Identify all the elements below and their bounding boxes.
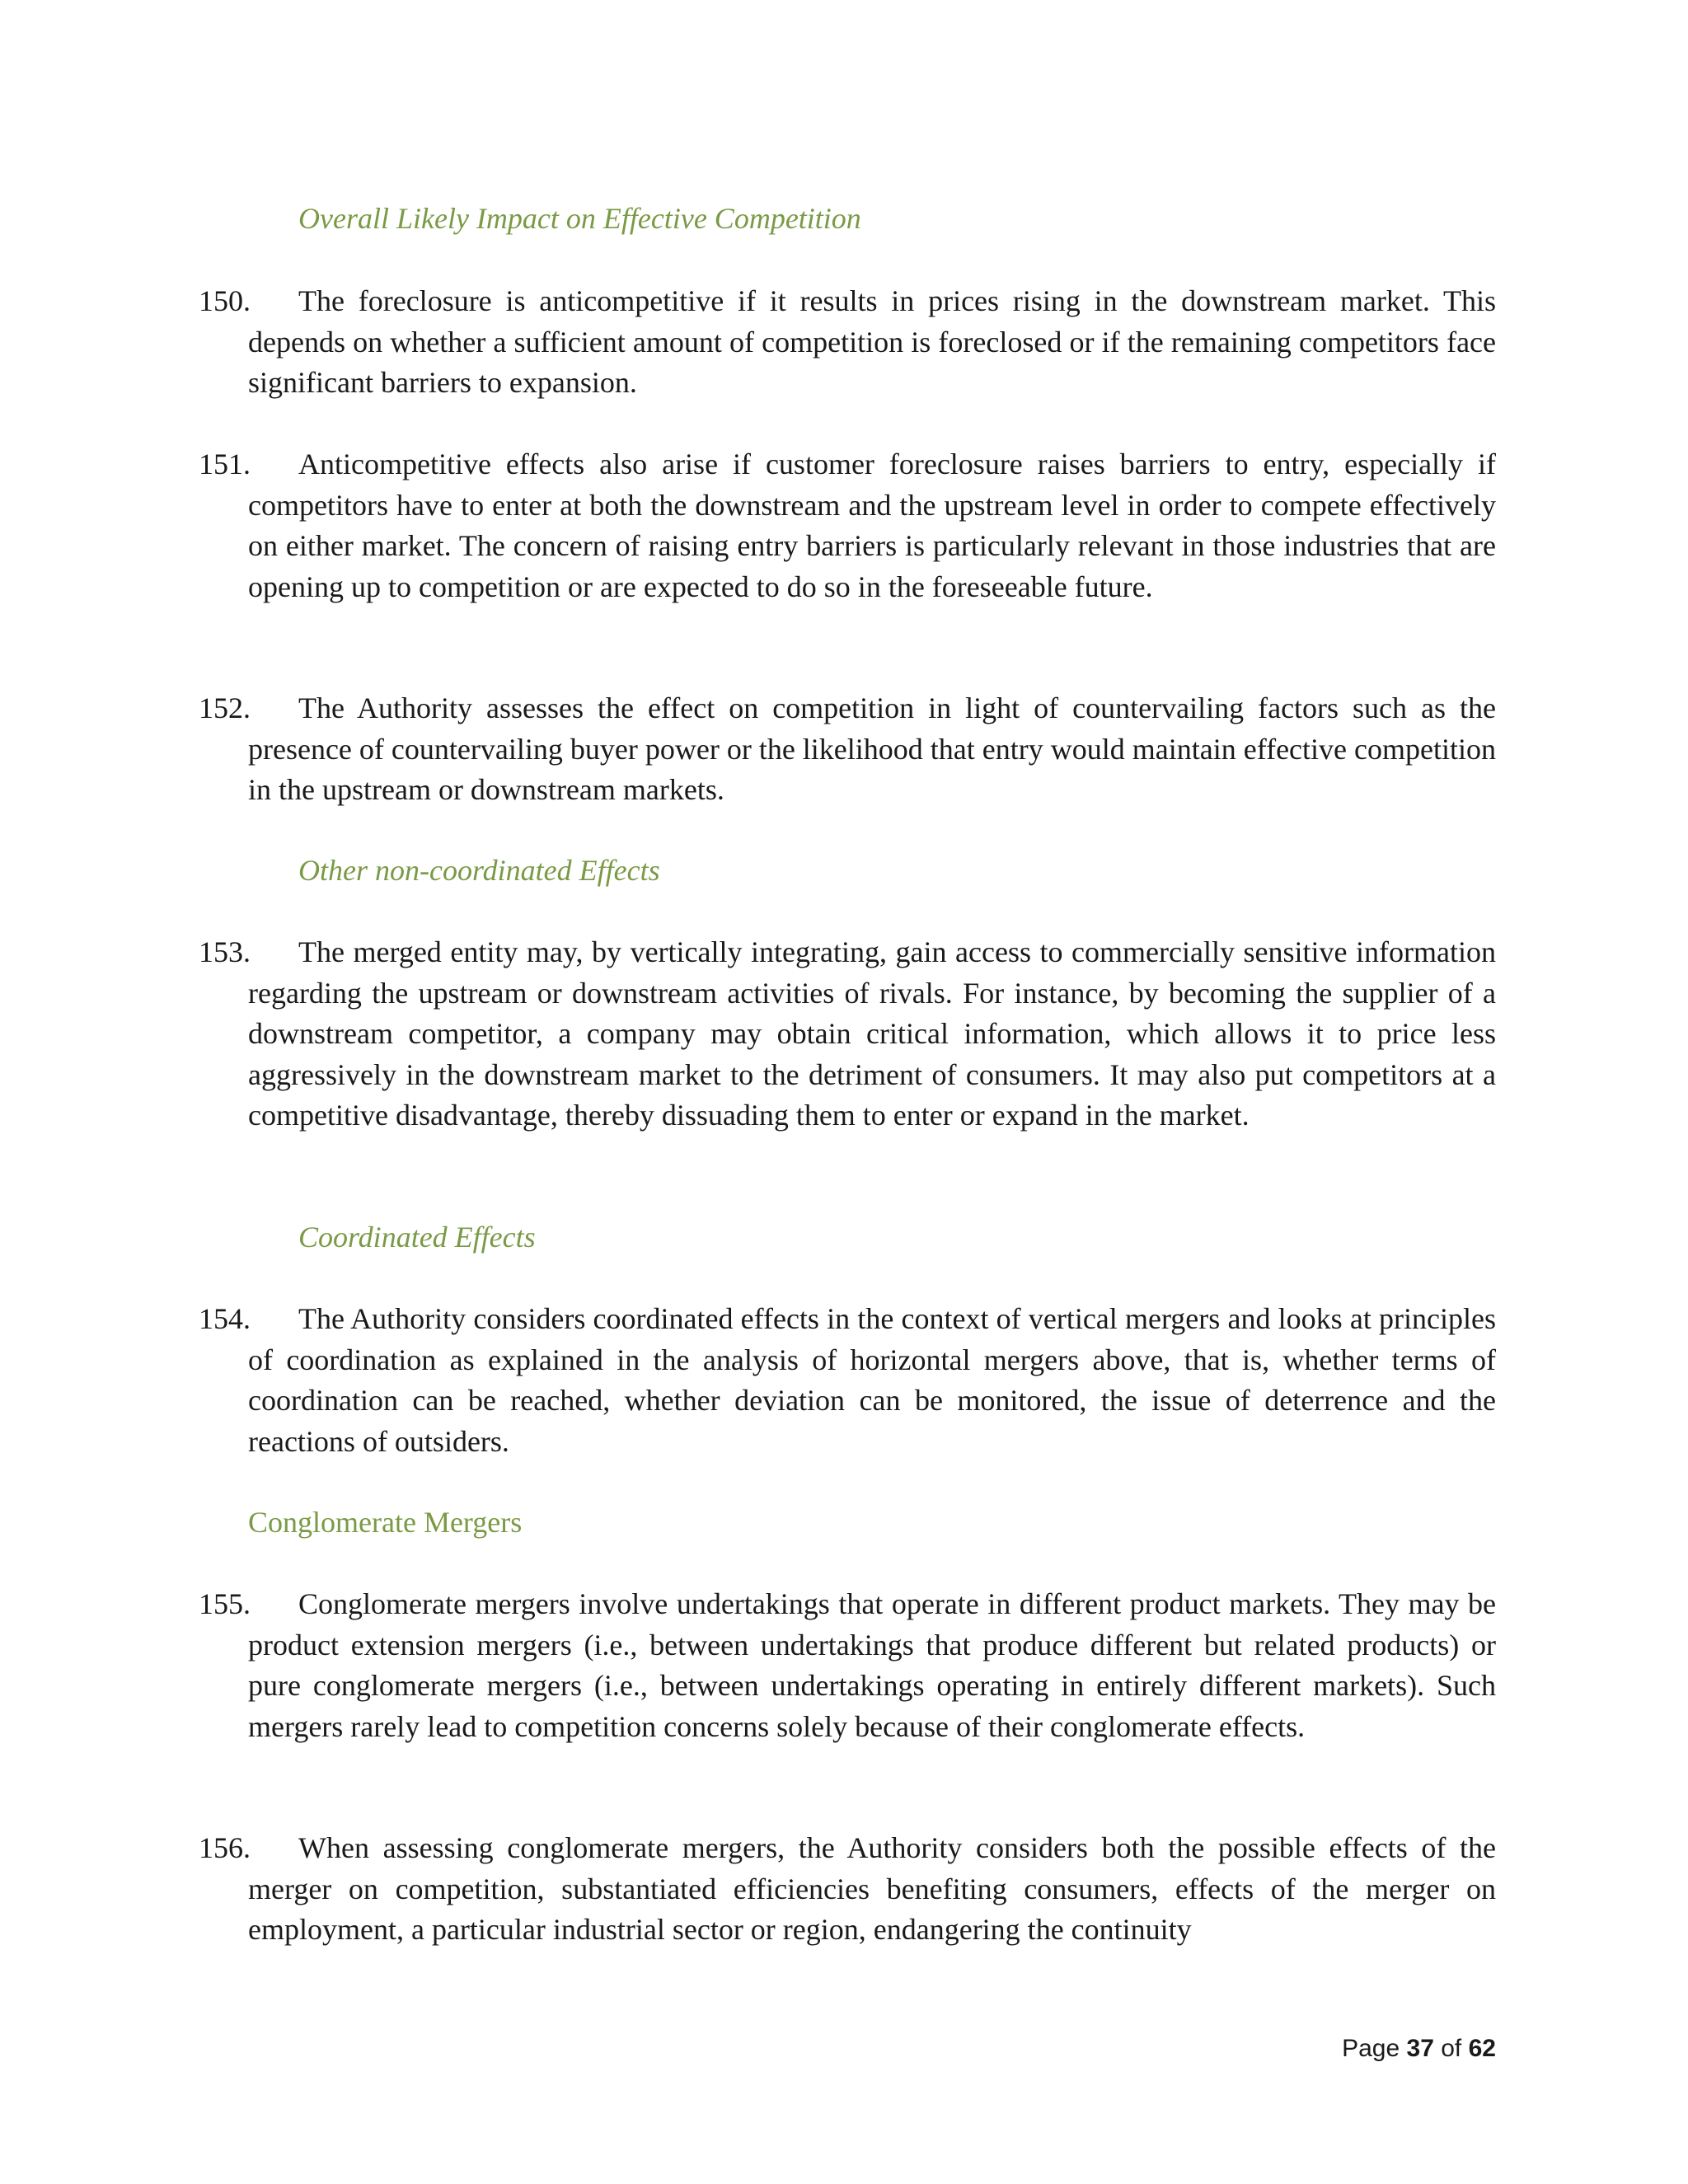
footer-current-page: 37 — [1406, 2035, 1434, 2062]
paragraph-number: 150. — [199, 284, 251, 317]
paragraph-number: 152. — [199, 691, 251, 724]
paragraph-number: 154. — [199, 1302, 251, 1335]
paragraph-151 — [199, 444, 1496, 607]
paragraph-number: 151. — [199, 448, 251, 480]
footer-total-pages: 62 — [1468, 2035, 1496, 2062]
paragraph-152 — [199, 688, 1496, 811]
paragraph-155 — [199, 1584, 1496, 1747]
paragraph-number: 155. — [199, 1587, 251, 1620]
paragraph-text: The Authority considers coordinated effects in the context of vertical mergers and looks at principles of coordination as explained in the analysis of horizontal mergers above, that is, whether terms of coordination can be reached, whether deviation can be monitored, the issue of deterrence and the reactions of outsiders. — [248, 1302, 1496, 1458]
paragraph-text: The merged entity may, by vertically integrating, gain access to commercially sensitive information regarding the upstream or downstream activities of rivals. For instance, by becoming the supplier of a downstream competitor, a company may obtain critical information, which allows it to price less aggressively in the downstream market to the detriment of consumers. It may also put competitors at a competitive disadvantage, thereby dissuading them to enter or expand in the market. — [248, 935, 1496, 1132]
footer-page-label: Page — [1342, 2035, 1400, 2062]
section-heading-coordinated: Coordinated Effects — [298, 1221, 536, 1254]
paragraph-text: When assessing conglomerate mergers, the Authority considers both the possible effects of the merger on competition, substantiated efficiencies benefiting consumers, effects of the merger on employment, a particular industrial sector or region, endangering the continuity — [248, 1831, 1496, 1946]
paragraph-text: Conglomerate mergers involve undertakings that operate in different product markets. They may be product extension mergers (i.e., between undertakings that produce different but related products) or pure conglomerate mergers (i.e., between undertakings operating in entirely different markets). Such mergers rarely lead to competition concerns solely because of their conglomerate effects. — [248, 1587, 1496, 1743]
paragraph-154 — [199, 1299, 1496, 1462]
paragraph-number: 156. — [199, 1831, 251, 1864]
paragraph-number: 153. — [199, 935, 251, 968]
paragraph-text: The foreclosure is anticompetitive if it results in prices rising in the downstream market. This depends on whether a sufficient amount of competition is foreclosed or if the remaining competitors face significant barriers to expansion. — [248, 284, 1496, 399]
page-footer — [1342, 2032, 1496, 2065]
paragraph-153 — [199, 932, 1496, 1137]
section-heading-overall-impact: Overall Likely Impact on Effective Competition — [298, 202, 861, 235]
section-heading-other-noncoordinated: Other non-coordinated Effects — [298, 854, 660, 887]
footer-of-label: of — [1441, 2035, 1462, 2062]
paragraph-156 — [199, 1828, 1496, 1951]
paragraph-text: Anticompetitive effects also arise if customer foreclosure raises barriers to entry, especially if competitors have to enter at both the downstream and the upstream level in order to compete effectively on either market. The concern of raising entry barriers is particularly relevant in those industries that are opening up to competition or are expected to do so in the foreseeable future. — [248, 448, 1496, 603]
section-heading-conglomerate: Conglomerate Mergers — [248, 1506, 523, 1539]
paragraph-text: The Authority assesses the effect on competition in light of countervailing factors such as the presence of countervailing buyer power or the likelihood that entry would maintain effective competition in the upstream or downstream markets. — [248, 691, 1496, 806]
paragraph-150 — [199, 281, 1496, 404]
